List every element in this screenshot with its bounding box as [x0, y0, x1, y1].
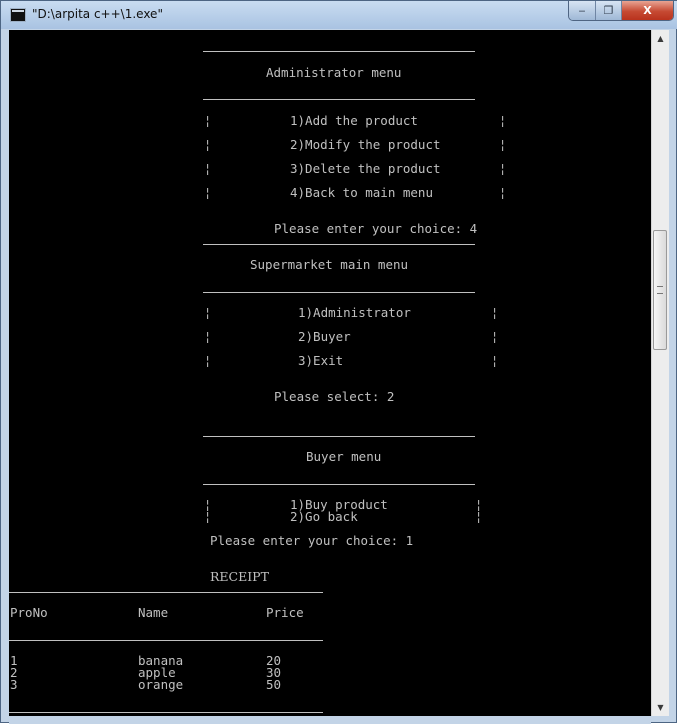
- maximize-button[interactable]: [596, 1, 622, 20]
- divider: [9, 712, 323, 713]
- admin-menu-item: 1)Add the product: [290, 113, 418, 128]
- minimize-button[interactable]: [569, 1, 596, 20]
- receipt-header-prono: ProNo: [10, 605, 48, 620]
- console-output[interactable]: [9, 30, 651, 716]
- menu-border-left: ¦: [204, 498, 212, 512]
- menu-border-left: ¦: [204, 330, 212, 344]
- menu-border-right: ¦: [499, 186, 507, 200]
- receipt-cell-prono: 3: [10, 677, 18, 692]
- admin-menu-title: Administrator menu: [266, 65, 402, 80]
- receipt-header-name: Name: [138, 605, 169, 620]
- menu-border-left: ¦: [204, 354, 212, 368]
- buyer-menu-item: 2)Go back: [290, 509, 358, 524]
- buyer-menu-item: 1)Buy product: [290, 497, 388, 512]
- main-menu-item: 3)Exit: [298, 353, 344, 368]
- menu-border-left: ¦: [204, 114, 212, 128]
- receipt-cell-prono: 1: [10, 653, 18, 668]
- divider: [9, 592, 323, 593]
- menu-border-left: ¦: [204, 510, 212, 524]
- menu-border-left: ¦: [204, 162, 212, 176]
- menu-border-right: ¦: [491, 354, 499, 368]
- minimize-icon: ‒: [578, 4, 586, 17]
- receipt-cell-prono: 2: [10, 665, 18, 680]
- menu-border-right: ¦: [499, 162, 507, 176]
- close-button[interactable]: [622, 1, 673, 20]
- admin-menu-item: 3)Delete the product: [290, 161, 441, 176]
- maximize-icon: ❐: [603, 4, 614, 17]
- receipt-cell-name: apple: [138, 665, 176, 680]
- close-icon: X: [643, 4, 652, 17]
- buyer-menu-title: Buyer menu: [306, 449, 382, 464]
- receipt-cell-price: 50: [266, 677, 282, 692]
- admin-menu-item: 2)Modify the product: [290, 137, 441, 152]
- scroll-down-button[interactable]: [652, 699, 669, 716]
- scroll-thumb[interactable]: [653, 230, 667, 350]
- chevron-up-icon: ▲: [657, 34, 664, 43]
- menu-border-left: ¦: [204, 186, 212, 200]
- window-controls: [568, 1, 674, 21]
- chevron-down-icon: ▼: [657, 703, 664, 712]
- menu-border-right: ¦: [475, 498, 483, 512]
- receipt-cell-price: 20: [266, 653, 282, 668]
- buyer-prompt: Please enter your choice: 1: [210, 533, 414, 548]
- divider: [203, 51, 475, 52]
- menu-border-right: ¦: [499, 114, 507, 128]
- main-menu-item: 2)Buyer: [298, 329, 351, 344]
- scroll-up-button[interactable]: [652, 30, 669, 47]
- divider: [203, 292, 475, 293]
- console-app-icon: [10, 8, 26, 22]
- divider: [203, 436, 475, 437]
- vertical-scrollbar[interactable]: [651, 30, 669, 716]
- admin-prompt: Please enter your choice: 4: [274, 221, 478, 236]
- main-prompt: Please select: 2: [274, 389, 395, 404]
- receipt-cell-price: 30: [266, 665, 282, 680]
- menu-border-left: ¦: [204, 306, 212, 320]
- receipt-title: RECEIPT: [210, 569, 269, 584]
- menu-border-right: ¦: [491, 330, 499, 344]
- main-menu-item: 1)Administrator: [298, 305, 411, 320]
- receipt-cell-name: orange: [138, 677, 184, 692]
- main-menu-title: Supermarket main menu: [250, 257, 409, 272]
- menu-border-right: ¦: [499, 138, 507, 152]
- menu-border-right: ¦: [491, 306, 499, 320]
- divider: [203, 484, 475, 485]
- admin-menu-item: 4)Back to main menu: [290, 185, 433, 200]
- divider: [9, 640, 323, 641]
- divider: [203, 244, 475, 245]
- menu-border-left: ¦: [204, 138, 212, 152]
- receipt-cell-name: banana: [138, 653, 184, 668]
- receipt-header-price: Price: [266, 605, 304, 620]
- window-title: "D:\arpita c++\1.exe": [32, 7, 163, 21]
- menu-border-right: ¦: [475, 510, 483, 524]
- divider: [203, 99, 475, 100]
